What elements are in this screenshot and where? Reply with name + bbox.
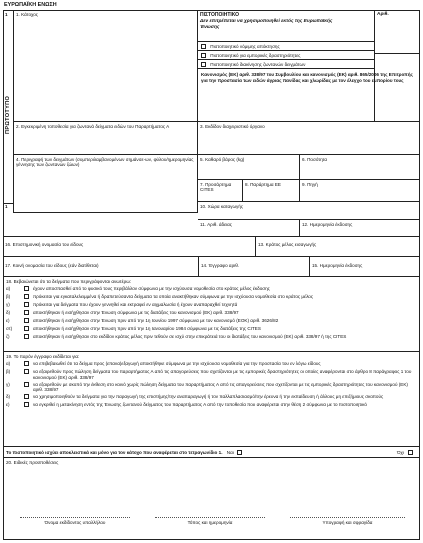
no-checkbox[interactable]	[408, 450, 413, 455]
condition-checkbox[interactable]	[24, 294, 29, 299]
condition-row[interactable]	[3, 302, 420, 310]
cert-option-checkbox[interactable]	[201, 62, 206, 67]
condition-checkbox[interactable]	[24, 382, 29, 387]
box-11-permit-number[interactable]	[198, 220, 300, 237]
condition-text: να εξαιρεθούν με σκοπό την έκθεση στο κοινό χωρίς πώληση δείγματα του παραρτήματος Α από τις απαγορεύσεις που σχετίζονται με τις εμπορικές δραστηριότητες του κανονισμού (ΕΚ) αριθ. 338/97	[33, 381, 408, 393]
box-4-label: 4. Περιγραφή των δειγμάτων (συμπεριλαμβανομένων σημάνσε-ων, φύλου/ημερομηνίας γέννησης των ζωντανών ζώων)	[16, 156, 194, 167]
box-7-cites-appendix[interactable]	[198, 180, 243, 202]
condition-checkbox[interactable]	[24, 326, 29, 331]
condition-text: αποκτήθηκαν ή εισήχθησαν στην Ένωση σύμφωνα με τις διατάξεις του κανονισμού (ΕΚ) αριθ. 338/97	[33, 310, 239, 316]
validity-row	[3, 447, 420, 458]
signature-line-place[interactable]	[155, 517, 265, 518]
condition-text: να επιβεβαιωθεί ότι τα δείγμα προς (επανα)εξαγωγή αποκτήθηκε σύμφωνα με την ισχύουσα νομοθεσία για την προστασία του εν λόγω είδους	[33, 361, 321, 367]
condition-letter: α)	[6, 361, 11, 367]
box-18-certification	[3, 277, 420, 352]
box-9-label: 9. Πηγή	[302, 181, 318, 187]
condition-row[interactable]	[3, 361, 420, 369]
regulation-text: Κανονισμός (ΕΚ) αριθ. 338/97 του Συμβουλίου και κανονισμός (ΕΚ) αριθ. 865/2006 της Επιτροπής για την προστασία των ειδών άγριας πανίδας και χλωρίδας με τον έλεγχο του εμπορίου τους	[201, 72, 413, 83]
cert-option-label: Πιστοποιητικό για εμπορικές δραστηριότητες	[210, 52, 301, 58]
box-10-country-origin[interactable]	[198, 202, 420, 220]
condition-row[interactable]	[3, 381, 420, 394]
box-16-label: 16. Επιστημονική ονομασία του είδους	[5, 242, 84, 247]
condition-row[interactable]	[3, 326, 420, 334]
signature-name-label: Όνομα εκδίδοντος υπαλλήλου	[44, 520, 106, 525]
box-19-purpose	[3, 352, 420, 447]
signature-place-label: Τόπος και ημερομηνία	[187, 520, 233, 525]
box-8-label: 8. Παράρτημα ΕΕ	[245, 181, 281, 187]
box-8-eu-annex[interactable]	[243, 180, 300, 202]
condition-checkbox[interactable]	[24, 318, 29, 323]
condition-letter: ζ)	[6, 334, 10, 340]
certificate-number-box[interactable]	[374, 10, 420, 54]
condition-checkbox[interactable]	[24, 394, 29, 399]
left-spacer	[3, 213, 198, 237]
condition-text: αποκτήθηκαν ή εισήχθησαν στο εκδίδον κράτος μέλος πριν τεθούν σε ισχύ στην επικράτειά του οι διατάξεις του κανονισμού (ΕΚ) αριθ. 338/97 ή της CITES	[33, 334, 347, 340]
box-1-holder[interactable]	[14, 10, 198, 122]
condition-row[interactable]	[3, 402, 420, 410]
box-17-common-name[interactable]	[3, 257, 199, 277]
box-4-description[interactable]	[14, 155, 198, 213]
condition-checkbox[interactable]	[24, 369, 29, 374]
condition-text: πρόκειται για εγκαταλελειμμένα ή δραπετεύσαντα δείγματα τα οποία ανακτήθηκαν σύμφωνα με την ισχύουσα νομοθεσία στο κράτος μέλος	[33, 294, 314, 300]
box-7-label: 7. Προσάρτημα CITES	[200, 181, 232, 192]
cert-option-checkbox[interactable]	[201, 53, 206, 58]
box-3-authority[interactable]	[198, 122, 420, 155]
box-20-special-conditions[interactable]	[3, 458, 420, 540]
box-15-label: 15. Ημερομηνία έκδοσης	[312, 263, 363, 268]
box-18-list	[3, 286, 420, 342]
box-19-label: 19. Το παρόν έγγραφο εκδίδεται για:	[6, 354, 80, 359]
condition-letter: γ)	[6, 381, 10, 387]
side-number-bottom: 1	[3, 203, 14, 210]
condition-checkbox[interactable]	[24, 286, 29, 291]
condition-text: αποκτήθηκαν ή εισήχθησαν στην Ένωση πριν από την 1η Ιουνίου 1997 σύμφωνα με τον κανονισμό (ΕΟΚ) αριθ. 3626/82	[33, 318, 279, 324]
condition-checkbox[interactable]	[24, 402, 29, 407]
box-6-label: 6. Ποσότητα	[302, 156, 328, 162]
page-header: ΕΥΡΩΠΑΪΚΗ ΕΝΩΣΗ	[4, 2, 57, 8]
condition-row[interactable]	[3, 310, 420, 318]
box-16-scientific-name[interactable]	[3, 237, 256, 257]
box-17-label: 17. Κοινή ονομασία του είδους (εάν διατίθεται)	[5, 263, 99, 268]
condition-text: πρόκειται για δείγματα που έχουν γεννηθεί και εκτραφεί εν αιχμαλωσία ή έχουν αναπαραχθεί τεχνητά	[33, 302, 238, 308]
certificate-subtitle: Δεν επιτρέπεται να χρησιμοποιηθεί εκτός της Ευρωπαϊκής Ένωσης	[200, 19, 333, 30]
condition-row[interactable]	[3, 294, 420, 302]
box-2-label: 2. Εγκεκριμένη τοποθεσία για ζωντανά δείγματα ειδών του Παραρτήματος Α	[16, 123, 170, 129]
box-6-quantity[interactable]	[300, 155, 420, 180]
condition-letter: δ)	[6, 394, 11, 400]
certificate-number-label: Αριθ.	[377, 11, 389, 17]
box-12-issue-date[interactable]	[300, 220, 420, 237]
cert-option-row[interactable]	[198, 42, 374, 51]
box-19-list	[3, 361, 420, 410]
box-3-label: 3. Εκδίδον διαχειριστικό όργανο	[200, 123, 265, 129]
condition-text: έχουν αποσπασθεί από το φυσικό τους περιβάλλον σύμφωνα με την ισχύουσα νομοθεσία στο κράτος μέλος έκδοσης	[33, 286, 270, 292]
cert-option-row[interactable]	[198, 60, 374, 69]
cert-option-checkbox[interactable]	[201, 44, 206, 49]
condition-text: να εγκριθεί η μετακίνηση εντός της Ένωσης ζωντανού δείγματος του παραρτήματος Α από την τοποθεσία που αναφέρεται στην θέση 2 σύμφωνα με το πιστοποιητικό	[33, 402, 367, 408]
box-10-label: 10. Χώρα καταγωγής	[200, 203, 244, 209]
box-5-label: 5. Καθαρό βάρος (kg)	[200, 156, 245, 162]
certificate-number-lower	[374, 54, 420, 122]
condition-text: να χρησιμοποιηθούν τα δείγματα για την παραγωγή της επιστήμης/την αναπαραγωγή ή τον παλλαπλασιασμό/την έρευνα ή την εκπαίδευση ή άλλους μη επιζήμιους σκοπούς	[33, 394, 384, 400]
condition-letter: α)	[6, 286, 11, 292]
condition-checkbox[interactable]	[24, 361, 29, 366]
signature-stamp-label: Υπογραφή και σφραγίδα	[322, 520, 373, 525]
condition-letter: ε)	[6, 402, 10, 408]
box-15-issue-date[interactable]	[310, 257, 420, 277]
condition-text: αποκτήθηκαν ή εισήχθησαν στην Ένωση πριν από την 1η Ιανουαρίου 1984 σύμφωνα με τις διατάξεις της CITES	[33, 326, 261, 332]
condition-text: να εξαιρεθούν προς πώληση δείγματα του παραρτήματος Α από τις απαγορεύσεις που σχετίζονται με τις εμπορικές δραστηριότητες οι οποίες αναφέρονται στο άρθρο 8 παράγραφος 1 του κανονισμού (ΕΚ) αριθ. 338/97	[33, 369, 412, 380]
box-13-member-state[interactable]	[256, 237, 420, 257]
box-18-label: 18. Βεβαιώνεται ότι τα δείγματα που περιγράφονται ανωτέρω:	[6, 279, 132, 284]
condition-checkbox[interactable]	[24, 334, 29, 339]
box-13-label: 13. Κράτος μέλος εισαγωγής	[258, 242, 317, 247]
box-1-label: 1. Κάτοχος	[16, 11, 39, 17]
signature-line-name[interactable]	[20, 517, 130, 518]
cert-option-label: Πιστοποιητικό διακίνησης ζωντανών δειγμάτων	[210, 61, 306, 67]
no-label: Όχι	[397, 449, 404, 455]
condition-row[interactable]	[3, 394, 420, 402]
box-20-label: 20. Ειδικές προϋποθέσεις	[6, 460, 59, 465]
box-5-net-mass[interactable]	[198, 155, 300, 180]
signature-line-stamp[interactable]	[290, 517, 405, 518]
condition-row[interactable]	[3, 318, 420, 326]
condition-row[interactable]	[3, 369, 420, 382]
condition-letter: β)	[6, 294, 11, 300]
condition-row[interactable]	[3, 334, 420, 342]
side-label: ΠΡΩΤΟΤΥΠΟ	[5, 95, 12, 135]
cert-option-label: Πιστοποιητικό νόμιμης απόκτησης	[210, 43, 280, 49]
validity-text: Το πιστοποιητικό ισχύει αποκλειστικά και μόνο για τον κάτοχο που αναφέρεται στο τετραγωνίδιο 1.	[6, 449, 223, 455]
box-14-label: 14. Έγγραφο αριθ.	[201, 263, 240, 268]
box-2-location[interactable]	[14, 122, 198, 155]
condition-letter: δ)	[6, 310, 11, 316]
box-12-label: 12. Ημερομηνία έκδοσης	[302, 221, 353, 227]
condition-letter: στ)	[6, 326, 13, 332]
box-11-label: 11. Αριθ. άδειας	[200, 221, 233, 227]
box-9-source[interactable]	[300, 180, 420, 202]
condition-letter: ε)	[6, 318, 10, 324]
condition-letter: γ)	[6, 302, 10, 308]
condition-row[interactable]	[3, 286, 420, 294]
yes-checkbox[interactable]	[237, 450, 242, 455]
yes-label: Ναι	[226, 449, 234, 455]
condition-checkbox[interactable]	[24, 302, 29, 307]
side-number-top: 1	[5, 12, 8, 17]
condition-letter: β)	[6, 369, 11, 375]
cert-option-row[interactable]	[198, 51, 374, 60]
certificate-title: ΠΙΣΤΟΠΟΙΗΤΙΚΟ	[200, 11, 240, 18]
box-14-document-number[interactable]	[199, 257, 310, 277]
condition-checkbox[interactable]	[24, 310, 29, 315]
